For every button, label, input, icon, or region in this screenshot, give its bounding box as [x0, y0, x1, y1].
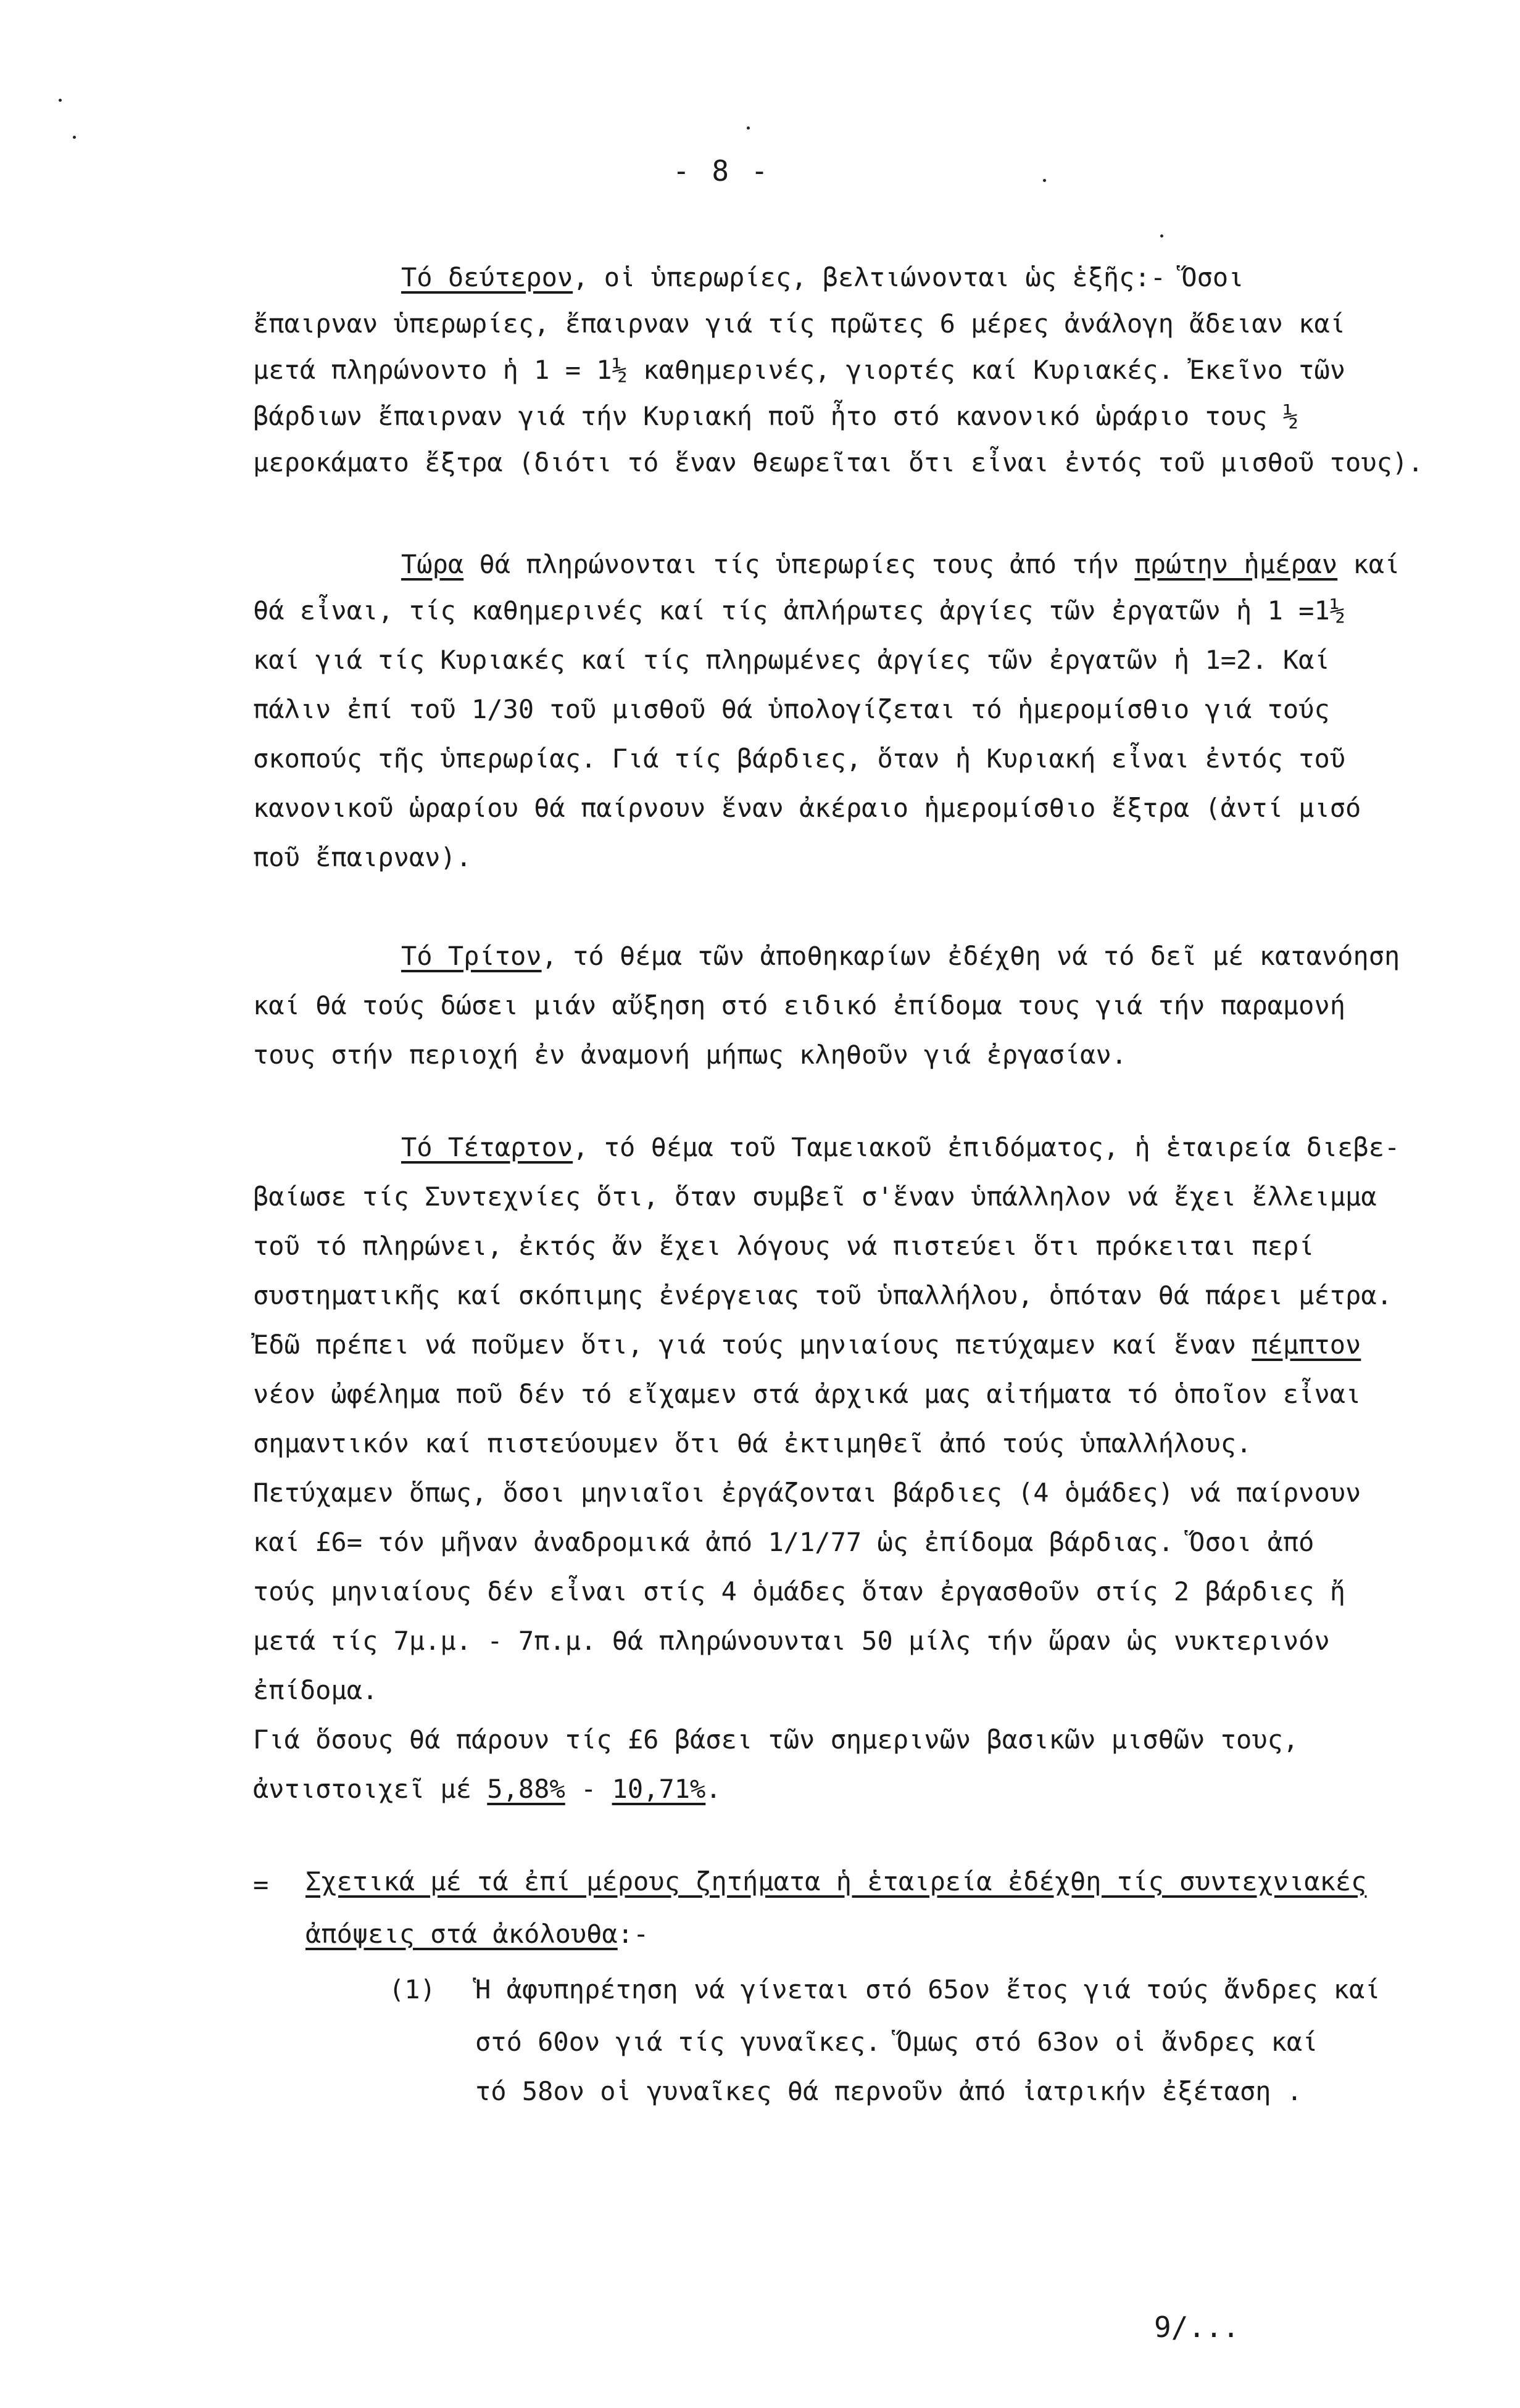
page-number: - 8 -	[673, 154, 771, 188]
scan-speck	[1043, 179, 1046, 182]
text-run: σημαντικόν καί πιστεύουμεν ὅτι θά ἐκτιμηθεῖ ἀπό τούς ὑπαλλήλους.	[253, 1428, 1252, 1458]
text-run: Πετύχαμεν ὅπως, ὅσοι μηνιαῖοι ἐργάζονται βάρδιες (4 ὁμάδες) νά παίρνουν	[253, 1478, 1361, 1508]
text-run: συστηματικῆς καί σκόπιμης ἐνέργειας τοῦ ὑπαλλήλου, ὁπόταν θά πάρει μέτρα.	[253, 1280, 1392, 1310]
text-run: μεροκάματο ἔξτρα (διότι τό ἕναν θεωρεῖται ὅτι εἶναι ἐντός τοῦ μισθοῦ τους).	[253, 447, 1424, 478]
underlined-text: Σχετικά μέ τά ἐπί μέρους ζητήματα ἡ ἑταιρεία ἐδέχθη τίς συντεχνιακές	[305, 1866, 1367, 1897]
scan-speck	[73, 136, 76, 139]
text-line	[253, 1623, 1330, 1660]
text-line	[253, 352, 1345, 389]
text-run: ἀντιστοιχεῖ μέ	[253, 1774, 488, 1804]
text-run: ἐπίδομα.	[253, 1675, 378, 1705]
text-run: βάρδιων ἔπαιρναν γιά τήν Κυριακή ποῦ ἦτο στό κανονικό ὡράριο τους ½	[253, 401, 1299, 431]
text-line	[253, 691, 1330, 728]
text-line	[253, 1376, 1361, 1413]
text-run: Ἡ ἀφυπηρέτηση νά γίνεται στό 65ον ἔτος γιά τούς ἄνδρες καί	[475, 1974, 1381, 2005]
text-run: καί γιά τίς Κυριακές καί τίς πληρωμένες ἀργίες τῶν ἐργατῶν ἡ 1=2. Καί	[253, 645, 1330, 675]
text-run: , τό θέμα τοῦ Ταμειακοῦ ἐπιδόματος, ἡ ἑταιρεία διεβε-	[573, 1132, 1400, 1162]
text-line	[253, 398, 1298, 435]
list-item-line	[475, 2024, 1318, 2061]
list-item-line	[475, 2073, 1302, 2110]
underlined-text: Τώρα	[401, 549, 464, 579]
text-run: καί θά τούς δώσει μιάν αὔξηση στό ειδικό ἐπίδομα τους γιά τήν παραμονή	[253, 990, 1346, 1020]
text-line	[253, 790, 1361, 827]
text-line	[253, 1721, 1298, 1758]
underlined-text: Τό Τρίτον	[401, 941, 542, 971]
scan-speck	[59, 99, 62, 102]
text-line	[253, 444, 1423, 481]
text-run: τούς μηνιαίους δέν εἶναι στίς 4 ὁμάδες ὅταν ἐργασθοῦν στίς 2 βάρδιες ἤ	[253, 1576, 1346, 1607]
underlined-text: πέμπτον	[1252, 1330, 1361, 1360]
text-line	[253, 1524, 1314, 1561]
text-run: καί	[1337, 549, 1400, 579]
text-run: καί £6= τόν μῆναν ἀναδρομικά ἀπό 1/1/77 ὡς ἐπίδομα βάρδιας. Ὅσοι ἀπό	[253, 1527, 1314, 1557]
text-line	[253, 1475, 1361, 1512]
text-line	[253, 740, 1345, 777]
text-line	[253, 592, 1345, 629]
scan-speck	[1160, 234, 1163, 238]
text-run: τοῦ τό πληρώνει, ἐκτός ἄν ἔχει λόγους νά πιστεύει ὅτι πρόκειται περί	[253, 1231, 1314, 1261]
text-run: ἔπαιρναν ὑπερωρίες, ἔπαιρναν γιά τίς πρῶτες 6 μέρες ἀνάλογη ἄδειαν καί	[253, 308, 1346, 339]
text-run: θά πληρώνονται τίς ὑπερωρίες τους ἀπό τήν	[463, 549, 1135, 579]
text-line	[253, 1425, 1252, 1462]
text-run: μετά τίς 7μ.μ. - 7π.μ. θά πληρώνουνται 50 μίλς τήν ὥραν ὡς νυκτερινόν	[253, 1626, 1330, 1656]
text-run: τους στήν περιοχή ἐν ἀναμονή μήπως κληθοῦν γιά ἐργασίαν.	[253, 1040, 1128, 1070]
underlined-text: 5,88%	[487, 1774, 565, 1804]
text-run: Ἐδῶ πρέπει νά ποῦμεν ὅτι, γιά τούς μηνιαίους πετύχαμεν καί ἕναν	[253, 1330, 1252, 1360]
text-line	[253, 1228, 1314, 1265]
text-line	[253, 987, 1345, 1024]
underlined-text: ἀπόψεις στά ἀκόλουθα	[305, 1919, 618, 1949]
bullet-marker: =	[253, 1869, 269, 1900]
text-run: , οἱ ὑπερωρίες, βελτιώνονται ὡς ἑξῆς:- Ὅσοι	[573, 262, 1244, 292]
text-run: στό 60ον γιά τίς γυναῖκες. Ὅμως στό 63ον οἱ ἄνδρες καί	[475, 2027, 1318, 2057]
text-line	[253, 1178, 1377, 1215]
text-line	[253, 1573, 1345, 1610]
text-run: , τό θέμα τῶν ἀποθηκαρίων ἐδέχθη νά τό δεῖ μέ κατανόηση	[541, 941, 1400, 971]
continuation-marker: 9/...	[1154, 2311, 1240, 2344]
text-run: πάλιν ἐπί τοῦ 1/30 τοῦ μισθοῦ θά ὑπολογίζεται τό ἡμερομίσθιο γιά τούς	[253, 694, 1330, 724]
text-run: ποῦ ἔπαιρναν).	[253, 842, 472, 872]
text-line	[401, 1129, 1400, 1166]
text-run: νέον ὠφέλημα ποῦ δέν τό εἴχαμεν στά ἀρχικά μας αἰτήματα τό ὁποῖον εἶναι	[253, 1379, 1361, 1409]
underlined-text: πρώτην ἡμέραν	[1134, 549, 1338, 579]
text-run: τό 58ον οἱ γυναῖκες θά περνοῦν ἀπό ἰατρικήν ἐξέταση .	[475, 2076, 1303, 2106]
text-line	[253, 839, 471, 876]
text-line	[253, 642, 1330, 679]
text-line	[401, 546, 1400, 583]
text-line	[253, 1326, 1361, 1363]
text-run: :-	[617, 1919, 649, 1949]
text-run: κανονικοῦ ὡραρίου θά παίρνουν ἕναν ἀκέραιο ἡμερομίσθιο ἔξτρα (ἀντί μισό	[253, 793, 1361, 823]
text-run: -	[565, 1774, 612, 1804]
text-line	[253, 1036, 1127, 1074]
underlined-text: Τό δεύτερον	[401, 262, 573, 292]
text-line	[253, 1277, 1392, 1314]
text-run: Γιά ὅσους θά πάρουν τίς £6 βάσει τῶν σημερινῶν βασικῶν μισθῶν τους,	[253, 1724, 1299, 1755]
text-line	[401, 938, 1400, 975]
underlined-text: Τό Τέταρτον	[401, 1132, 573, 1162]
text-run: βαίωσε τίς Συντεχνίες ὅτι, ὅταν συμβεῖ σ'ἕναν ὑπάλληλον νά ἔχει ἔλλειμμα	[253, 1181, 1377, 1212]
text-line	[253, 1771, 721, 1808]
section-heading-cont	[305, 1916, 649, 1953]
list-number: (1)	[389, 1974, 436, 2005]
text-line	[401, 259, 1244, 296]
text-line	[253, 1672, 378, 1709]
text-run: σκοπούς τῆς ὑπερωρίας. Γιά τίς βάρδιες, ὅταν ἡ Κυριακή εἶναι ἐντός τοῦ	[253, 743, 1346, 774]
list-item-line	[475, 1971, 1381, 2008]
text-run: .	[705, 1774, 721, 1804]
text-line	[253, 305, 1345, 342]
text-run: θά εἶναι, τίς καθημερινές καί τίς ἀπλήρωτες ἀργίες τῶν ἐργατῶν ἡ 1 =1½	[253, 595, 1346, 626]
scan-speck	[747, 126, 750, 130]
underlined-text: 10,71%	[612, 1774, 706, 1804]
section-heading	[305, 1863, 1366, 1900]
text-run: μετά πληρώνοντο ἡ 1 = 1½ καθημερινές, γιορτές καί Κυριακές. Ἐκεῖνο τῶν	[253, 355, 1346, 385]
